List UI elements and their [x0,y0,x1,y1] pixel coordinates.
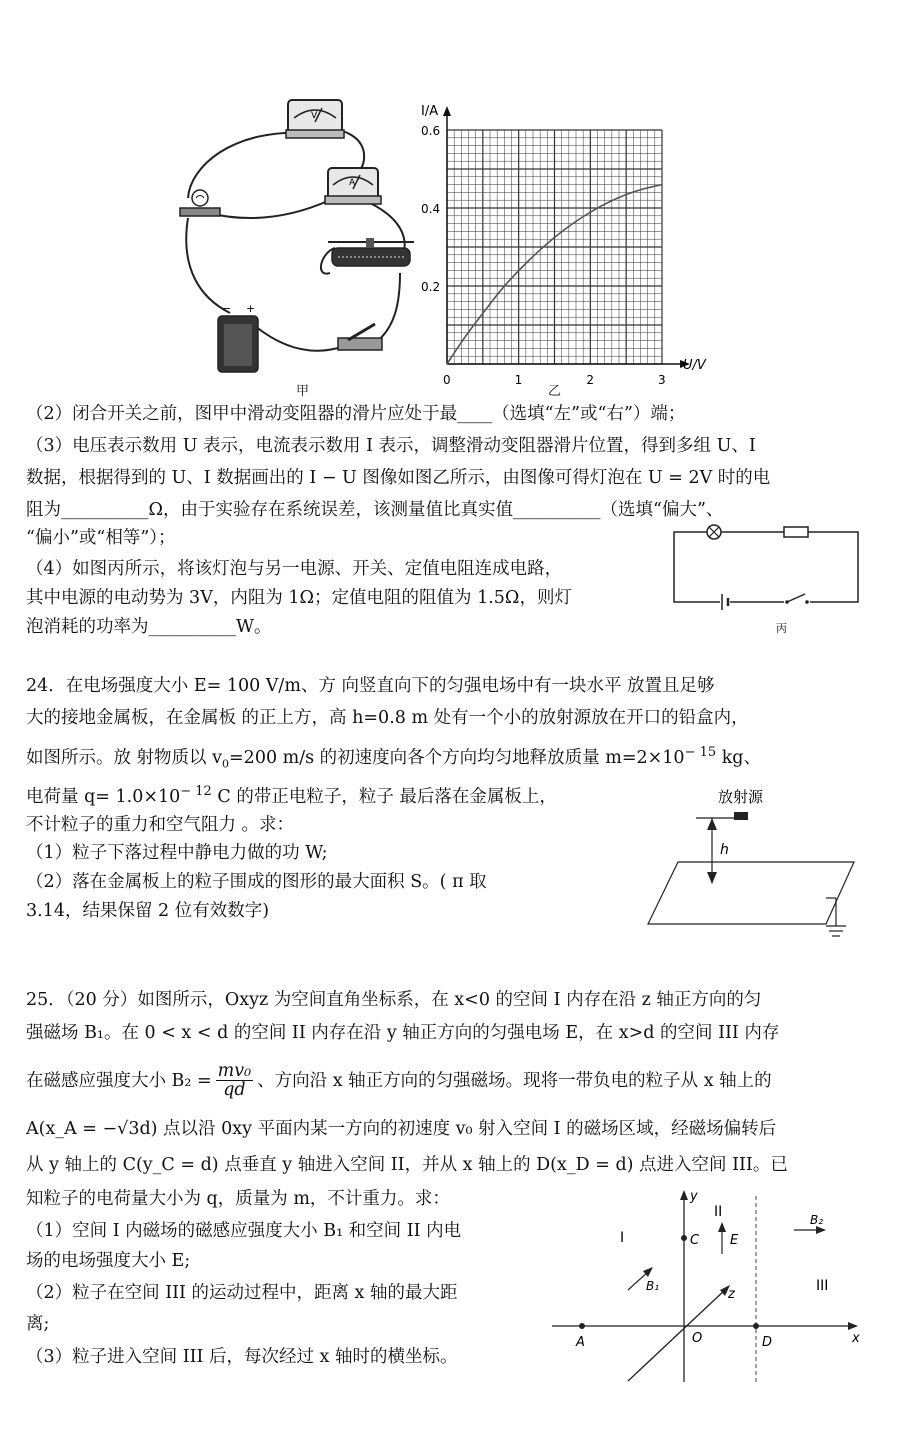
coordinate-system-diagram [548,1186,870,1386]
x-tick-label: 3 [658,373,666,387]
circuit-wire [255,326,338,351]
q24-part1: （1）粒子下落过程中静电力做的功 W; [26,843,328,863]
q25-part2-line1: （2）粒子在空间 III 的运动过程中，距离 x 轴的最大距 [26,1283,458,1303]
q24-line3: 如图所示。放 射物质以 $v_0=200$ m/s 的初速度向各个方向均匀地释放质量 $m=2\times 10^{- 15}$ kg、 [26,745,762,771]
q24-line1: 24．在电场强度大小 E= 100 V/m、方 向竖直向下的匀强电场中有一块水平 放置且足够 [26,676,715,696]
switch-icon [338,324,382,350]
point-A [579,1323,585,1329]
figure-caption-bing: 丙 [776,622,787,635]
label-region-II: II [714,1204,723,1220]
label-A: A [576,1335,585,1350]
E-arrow-icon [718,1222,726,1232]
ground-symbol-icon [826,926,846,936]
circuit-diagram-jia [170,88,430,388]
fraction-denominator: qd [223,1080,246,1100]
q23-part4-line2: 其中电源的电动势为 3V，内阻为 1Ω；定值电阻的阻值为 1.5Ω，则灯 [26,588,572,608]
switch-symbol-icon [784,594,810,608]
q25-part2-line2: 离; [26,1314,50,1334]
x-arrow-icon [848,1322,858,1330]
label-O: O [692,1331,703,1346]
voltmeter-icon [286,100,344,138]
q23-part3-line2: 数据，根据得到的 U、I 数据画出的 I − U 图像如图乙所示，由图像可得灯泡在 U = 2V 时的电 [26,468,771,488]
resistor-symbol-icon [784,527,808,537]
lead-box-icon [734,812,748,820]
y-tick-label: 0.4 [421,202,441,216]
label-h: h [720,842,729,858]
radiation-source-diagram [640,786,872,946]
label-radiation-source: 放射源 [718,788,764,806]
q23-part3-line4: “偏小”或“相等”）； [26,528,176,548]
label-z: z [728,1287,735,1302]
x-tick-label: 2 [586,373,594,387]
point-D [753,1323,759,1329]
q25-part1-line2: 场的电场强度大小 E; [26,1251,191,1271]
q25-line3: 在磁感应强度大小 B₂ = $\frac{\text{mv₀}}{qd}$ 、方向沿 x 轴正方向的匀强磁场。现将一带负电的粒子从 x 轴上的 [26,1061,772,1100]
iv-graph [415,95,715,390]
q24-part2: （2）落在金属板上的粒子围成的图形的最大面积 S。( π 取 [26,872,487,892]
figure-caption-jia: 甲 [296,384,310,399]
z-axis [628,1289,726,1381]
q23-part3-line1: （3）电压表示数用 U 表示，电流表示数用 I 表示，调整滑动变阻器滑片位置，得到多组 U、I [26,436,756,456]
figure-caption-yi: 乙 [548,384,562,399]
q23-part4-line3: 泡消耗的功率为__________W。 [26,617,272,637]
circuit-wire [186,218,230,313]
circuit-diagram-bing [666,520,866,616]
voltmeter-label: V [311,111,318,121]
x-tick-label: 1 [514,373,523,387]
q23-part2: （2）闭合开关之前，图甲中滑动变阻器的滑片应处于最____（选填“左”或“右”）端； [26,404,686,424]
arrow-up-icon [707,818,717,830]
battery-plus: + [246,302,256,315]
q25-line2: 强磁场 B₁。在 0 < x < d 的空间 II 内存在沿 y 轴正方向的匀强电场 E，在 x>d 的空间 III 内存 [26,1023,780,1043]
fraction-numerator: mv₀ [217,1061,252,1081]
point-C [681,1235,687,1241]
q25-part1-line1: （1）空间 I 内磁场的磁感应强度大小 B₁ 和空间 II 内电 [26,1221,462,1241]
q25-line5: 从 y 轴上的 C(y_C = d) 点垂直 y 轴进入空间 II，并从 x 轴上的 D(x_D = d) 点进入空间 III。已 [26,1155,788,1175]
q24-line4: 电荷量 $q= 1.0\times 10^{- 12}$ C 的带正电粒子，粒子 最后落在金属板上， [26,784,557,807]
y-arrow-icon [680,1190,688,1200]
battery-minus: − [222,302,232,315]
y-tick-label: 0.2 [421,280,441,294]
circuit-wire [188,133,310,198]
ammeter-icon [325,168,381,204]
label-x: x [852,1331,860,1346]
graph-grid [447,130,662,364]
label-E: E [730,1233,739,1248]
ammeter-label: A [349,178,356,188]
light-bulb-icon [180,190,220,216]
label-B2: B₂ [810,1213,824,1227]
q25-line6: 知粒子的电荷量大小为 q，质量为 m，不计重力。求： [26,1189,450,1209]
arrow-down-icon [707,872,717,884]
q25-line1: 25．（20 分）如图所示，Oxyz 为空间直角坐标系，在 x<0 的空间 I 内存在沿 z 轴正方向的匀 [26,990,762,1010]
q23-part4-line1: （4）如图丙所示，将该灯泡与另一电源、开关、定值电阻连成电路， [26,559,563,579]
y-axis-arrow-icon [443,106,451,116]
label-B1: B₁ [646,1279,660,1293]
bulb-symbol-icon [707,525,721,539]
label-C: C [690,1233,700,1248]
label-D: D [762,1335,773,1350]
x-tick-label: 0 [443,373,451,387]
q25-line4: A(x_A = −√3d) 点以沿 0xy 平面内某一方向的初速度 v₀ 射入空间 I 的磁场区域，经磁场偏转后 [26,1119,777,1139]
q24-line2: 大的接地金属板，在金属板 的正上方，高 h=0.8 m 处有一个小的放射源放在开口的铅盒内， [26,708,749,728]
q24-part2-cont: 3.14，结果保留 2 位有效数字) [26,901,270,921]
label-y: y [690,1189,698,1204]
battery-symbol-icon [720,592,730,612]
q23-part3-line3: 阻为__________Ω，由于实验存在系统误差，该测量值比真实值__________（选填“偏大”、 [26,500,724,520]
rheostat-icon [328,238,414,266]
metal-plate [648,862,854,924]
y-axis-label: I/A [421,104,439,119]
q24-line5: 不计粒子的重力和空气阻力 。求： [26,815,295,835]
label-region-III: III [816,1278,829,1294]
y-tick-label: 0.6 [421,124,441,138]
battery-icon [218,302,258,372]
circuit-wire [375,273,400,343]
q25-part3: （3）粒子进入空间 III 后，每次经过 x 轴时的横坐标。 [26,1347,458,1367]
x-axis-label: U/V [683,358,706,373]
label-region-I: I [620,1230,625,1246]
circuit-wire [208,200,330,218]
B2-arrow-icon [816,1226,826,1234]
